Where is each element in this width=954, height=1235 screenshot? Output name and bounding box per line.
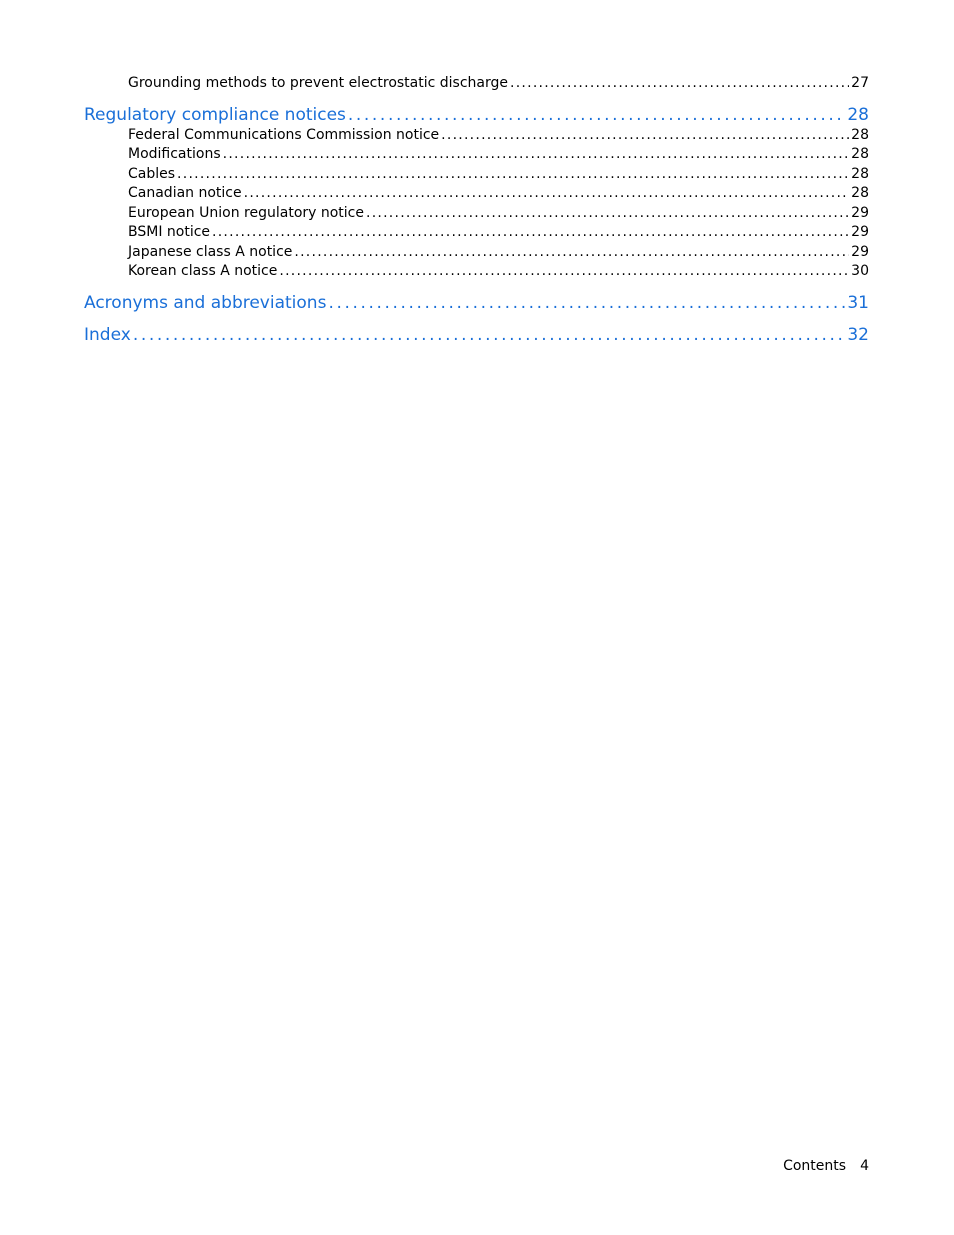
toc-section-regulatory-compliance[interactable] [84, 104, 869, 126]
toc-entry-bsmi-notice[interactable] [84, 223, 869, 243]
toc-section-page: 28 [847, 104, 869, 125]
table-of-contents [84, 74, 869, 346]
toc-entry-grounding-methods[interactable] [84, 74, 869, 94]
toc-entry-cables[interactable] [84, 165, 869, 185]
dot-leader [177, 165, 849, 185]
toc-entry-title: Canadian notice [128, 185, 242, 201]
dot-leader [133, 324, 846, 346]
dot-leader [348, 104, 845, 126]
dot-leader [244, 184, 850, 204]
toc-section-title: Index [84, 324, 131, 345]
toc-entry-modifications[interactable] [84, 145, 869, 165]
dot-leader [510, 74, 849, 94]
toc-entry-page: 28 [851, 126, 869, 143]
toc-entry-eu-regulatory-notice[interactable] [84, 204, 869, 224]
toc-entry-page: 29 [851, 224, 869, 240]
footer-label: Contents [783, 1158, 847, 1174]
toc-entry-page: 29 [851, 243, 869, 260]
toc-entry-title: European Union regulatory notice [128, 204, 364, 221]
toc-entry-page: 27 [851, 75, 869, 91]
toc-entry-title: Japanese class A notice [128, 243, 293, 260]
toc-entry-title: Korean class A notice [128, 263, 278, 279]
toc-section-acronyms[interactable] [84, 292, 869, 314]
toc-entry-title: Modifications [128, 146, 221, 162]
dot-leader [212, 223, 849, 243]
page-footer [783, 1158, 869, 1174]
toc-section-page: 31 [847, 292, 869, 313]
dot-leader [223, 145, 850, 165]
footer-page-number: 4 [860, 1158, 869, 1174]
toc-entry-fcc-notice[interactable] [84, 126, 869, 146]
toc-entry-page: 28 [851, 185, 869, 201]
toc-entry-canadian-notice[interactable] [84, 184, 869, 204]
toc-entry-korean-class-a[interactable] [84, 262, 869, 282]
toc-entry-title: Cables [128, 165, 176, 182]
toc-entry-title: Grounding methods to prevent electrostatic discharge [128, 75, 509, 91]
toc-entry-page: 28 [851, 165, 869, 182]
toc-section-title: Regulatory compliance notices [84, 104, 346, 125]
toc-entry-page: 28 [851, 146, 869, 162]
dot-leader [279, 262, 849, 282]
toc-section-index[interactable] [84, 324, 869, 346]
toc-entry-page: 30 [851, 263, 869, 279]
dot-leader [328, 292, 845, 314]
dot-leader [294, 243, 849, 263]
dot-leader [366, 204, 849, 224]
toc-entry-title: BSMI notice [128, 224, 211, 240]
toc-section-page: 32 [847, 324, 869, 345]
toc-entry-title: Federal Communications Commission notice [128, 126, 440, 143]
dot-leader [441, 126, 849, 146]
toc-entry-japanese-class-a[interactable] [84, 243, 869, 263]
toc-section-title: Acronyms and abbreviations [84, 292, 327, 313]
toc-entry-page: 29 [851, 204, 869, 221]
